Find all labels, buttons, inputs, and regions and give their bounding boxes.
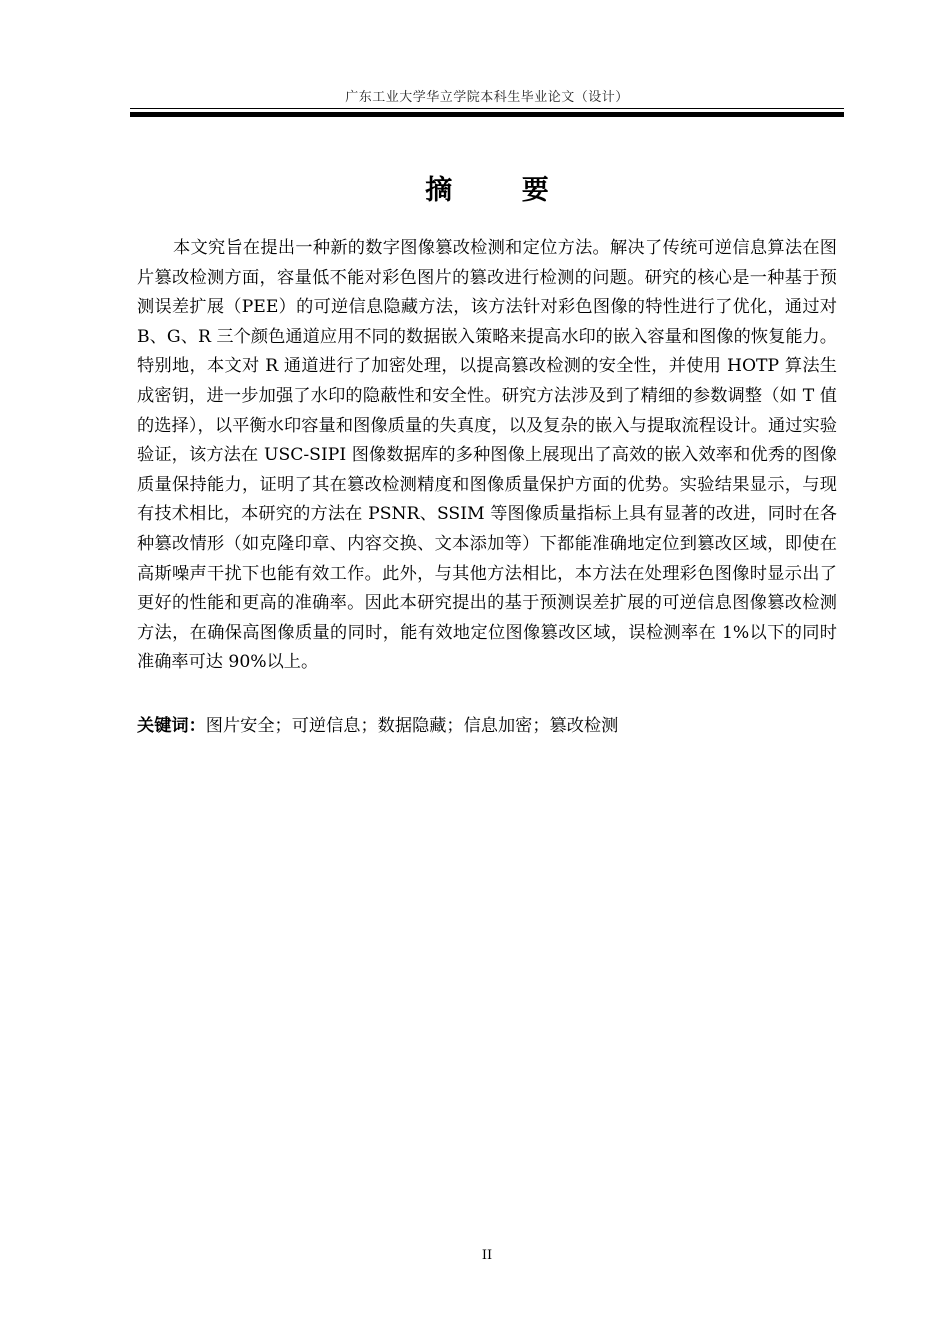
running-header: 广东工业大学华立学院本科生毕业论文（设计） (345, 90, 629, 105)
keywords-label: 关键词： (137, 716, 206, 736)
page-number: II (481, 1248, 493, 1263)
abstract-body: 本文究旨在提出一种新的数字图像篡改检测和定位方法。解决了传统可逆信息算法在图片篡改检测方面，容量低不能对彩色图片的篡改进行检测的问题。研究的核心是一种基于预测误差扩展（PEE）的可逆信息隐藏方法，该方法针对彩色图像的特性进行了优化，通过对 B、G、R 三个颜色通道应用不同的数据嵌入策略来提高水印的嵌入容量和图像的恢复能力。特别地，本文对 R 通道进行了加密处理，以提高篡改检测的安全性，并使用 HOTP 算法生成密钥，进一步加强了水印的隐蔽性和安全性。研究方法涉及到了精细的参数调整（如 T 值的选择），以平衡水印容量和图像质量的失真度，以及复杂的嵌入与提取流程设计。通过实验验证，该方法在 USC-SIPI 图像数据库的多种图像上展现出了高效的嵌入效率和优秀的图像质量保持能力，证明了其在篡改检测精度和图像质量保护方面的优势。实验结果显示，与现有技术相比，本研究的方法在 PSNR、SSIM 等图像质量指标上具有显著的改进，同时在各种篡改情形（如克隆印章、内容交换、文本添加等）下都能准确地定位到篡改区域，即使在高斯噪声干扰下也能有效工作。此外，与其他方法相比，本方法在处理彩色图像时显示出了更好的性能和更高的准确率。因此本研究提出的基于预测误差扩展的可逆信息图像篡改检测方法，在确保高图像质量的同时，能有效地定位图像篡改区域，误检测率在 1%以下的同时准确率可达 90%以上。 (137, 238, 837, 673)
keywords-line (137, 712, 837, 741)
header-rule-thin (130, 108, 844, 109)
header-rule-thick (130, 112, 844, 117)
abstract-title: 摘 要 (425, 175, 579, 206)
keywords-list: 图片安全；可逆信息；数据隐藏；信息加密；篡改检测 (205, 716, 619, 736)
